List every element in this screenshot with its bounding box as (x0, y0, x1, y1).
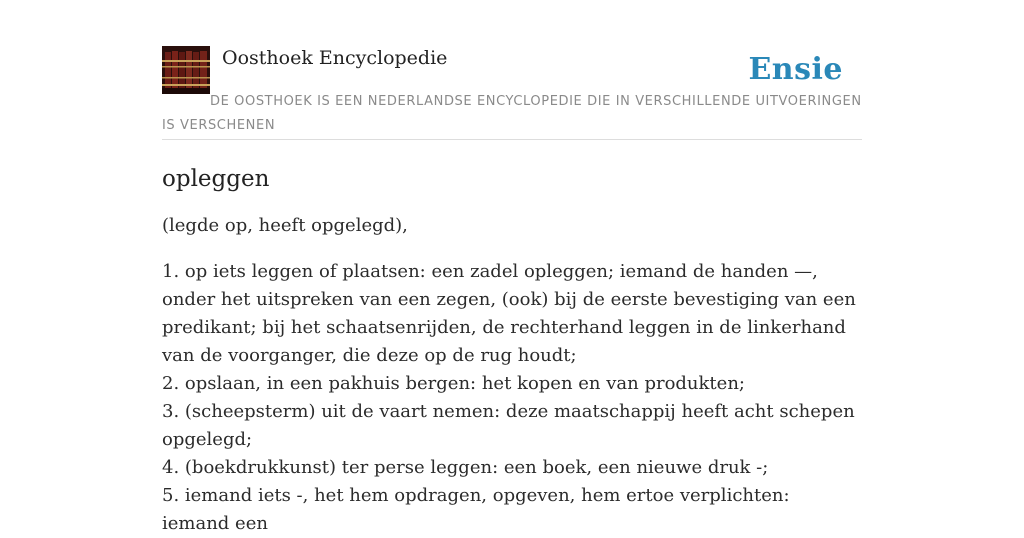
definition-item: 5. iemand iets -, het hem opdragen, opgeven, hem ertoe verplichten: iemand een (162, 485, 790, 534)
brand-logo[interactable]: Ensie (748, 52, 843, 87)
page-title: opleggen (162, 166, 270, 192)
encyclopedia-books-icon (162, 46, 210, 94)
definition-item: 2. opslaan, in een pakhuis bergen: het kopen en van produkten; (162, 373, 745, 394)
definition-list (162, 258, 862, 538)
definition-item: 1. op iets leggen of plaatsen: een zadel opleggen; iemand de handen —, onder het uitspreken van een zegen, (ook) bij de eerste bevestiging van een predikant; bij het schaatsenrijden, de rechterhand leggen in de linkerhand van de voorganger, die deze op de rug houdt; (162, 261, 856, 366)
grammar-note: (legde op, heeft opgelegd), (162, 215, 408, 236)
avatar[interactable] (162, 46, 210, 94)
definition-item: 3. (scheepsterm) uit de vaart nemen: deze maatschappij heeft acht schepen opgelegd; (162, 401, 855, 450)
site-tagline: DE OOSTHOEK IS EEN NEDERLANDSE ENCYCLOPEDIE DIE IN VERSCHILLENDE UITVOERINGEN IS VERSCHENEN (162, 94, 862, 133)
site-name[interactable]: Oosthoek Encyclopedie (222, 47, 448, 69)
definition-item: 4. (boekdrukkunst) ter perse leggen: een boek, een nieuwe druk -; (162, 457, 769, 478)
site-header (162, 46, 862, 140)
entry-content (162, 160, 862, 538)
